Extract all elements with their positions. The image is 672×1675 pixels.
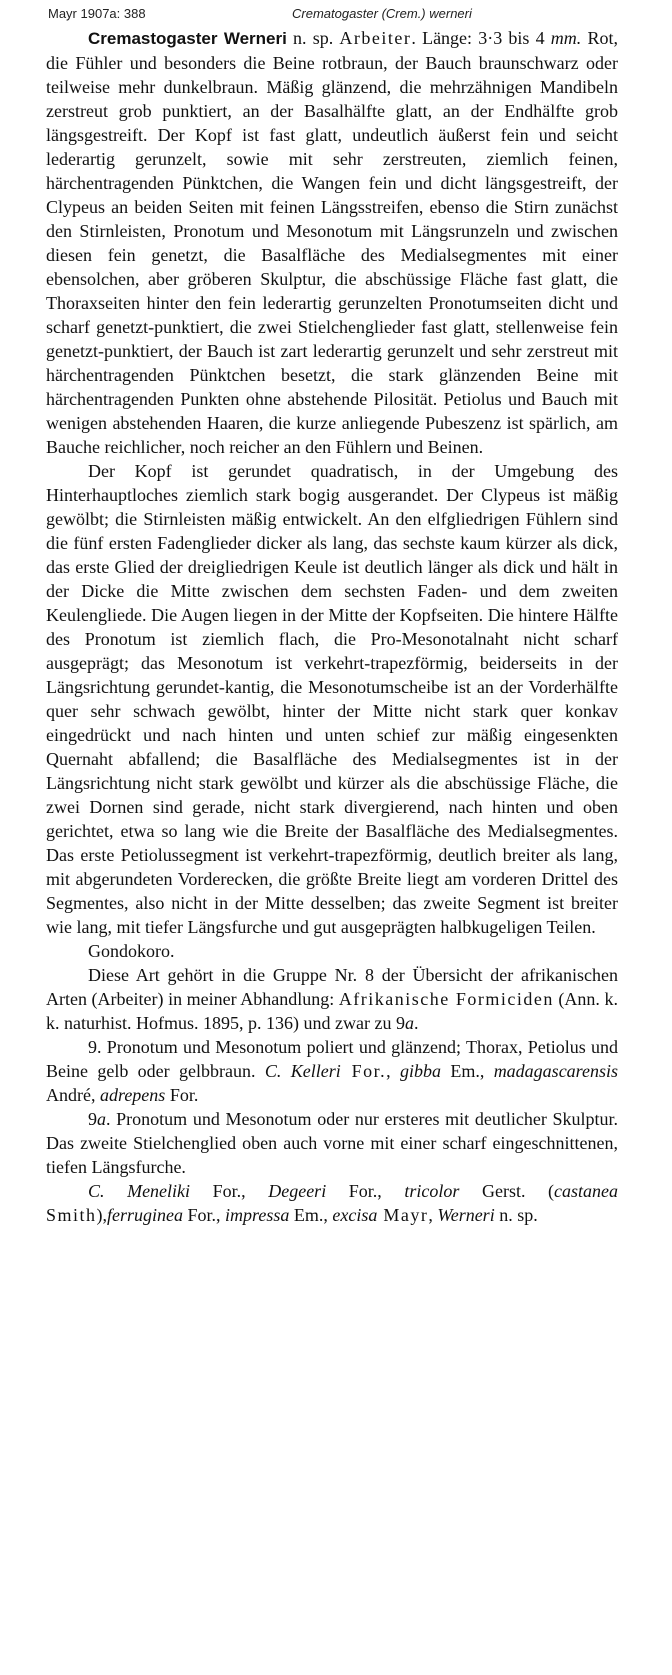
new-species-label: n. sp. (286, 28, 340, 48)
author-name: For. (190, 1181, 242, 1201)
author-name: Smith (46, 1205, 97, 1225)
couplet-letter: a (97, 1109, 106, 1129)
separator: , (386, 1061, 400, 1081)
couplet-9a-text: . Pronotum und Mesonotum oder nur ersteres mit deutlicher Skulptur. Das zweite Stielchenglied oben auch vorne mit einer scharf eingeschnittenen, tiefen Längsfurche. (46, 1109, 618, 1177)
couplet-9-text: 9. Pronotum und Mesonotum poliert und glänzend; Thorax, Petiolus und Beine gelb oder gelbbraun. (46, 1037, 618, 1081)
unit-label: mm. (550, 28, 582, 48)
species-list (46, 1179, 618, 1227)
species-name: tricolor (404, 1181, 460, 1201)
separator: , (90, 1085, 100, 1105)
key-couplet-9a (46, 1107, 618, 1179)
key-intro-text-b: (Ann. k. k. naturhist. Hofmus. 1895, p. 136) und zwar zu 9 (46, 989, 618, 1033)
author-name: For. (183, 1205, 217, 1225)
author-name: Em. (440, 1061, 480, 1081)
author-name: For. (340, 1061, 387, 1081)
species-name: C. Kelleri (264, 1061, 341, 1081)
author-name: For. (165, 1085, 199, 1105)
species-name: ferruginea (107, 1205, 184, 1225)
cited-work-title: Afrikanische Formiciden (338, 989, 554, 1009)
species-name: gibba (399, 1061, 441, 1081)
separator: , (323, 1205, 333, 1225)
separator: ( (525, 1181, 555, 1201)
couplet-number: 9 (88, 1109, 97, 1129)
separator: , (216, 1205, 226, 1225)
locality-line: Gondokoro. (88, 941, 175, 961)
page-header (48, 6, 608, 24)
species-name: adrepens (99, 1085, 166, 1105)
description-text-b: Rot, die Fühler und besonders die Beine rotbraun, der Bauch braunschwarz oder teilweise mehr dunkelbraun. Mäßig glänzend, die mehrzähnigen Mandibeln zerstreut grob punktiert, an der Basalhälfte glatt, an der Endhälfte grob längsgestreift. Der Kopf ist fast glatt, undeutlich äußerst fein und seicht lederartig gerunzelt, sowie mit sehr zerstreuten, ziemlich feinen, härchentragenden Pünktchen, die Wangen fein und dicht längsgestreift, der Clypeus an beiden Seiten mit feinen Längsstreifen, ebenso die Stirn zunächst den Stirnleisten, Pronotum und Mesonotum mit Längsrunzeln und zwischen diesen fein genetzt, die Basalfläche des Medialsegmentes mit einer ebensolchen, aber gröberen Skulptur, die abschüssige Fläche fast glatt, die Thoraxseiten hinter den fein lederartig gerunzelten Pronotumseiten dicht und scharf genetzt-punktiert, die zwei Stielchenglieder fast glatt, stellenweise fein genetzt-punktiert, der Bauch ist zart lederartig gerunzelt und sehr zerstreut mit härchentragenden Pünktchen besetzt, die stark glänzenden Beine mit härchentragenden Punkten ohne abstehende Pilosität. Petiolus und Bauch mit wenigen abstehenden Haaren, die kurze anliegende Pubeszenz ist spärlich, am Bauche reichlicher, noch reicher an den Fühlern und Beinen. (46, 28, 618, 457)
morphology-paragraph: Der Kopf ist gerundet quadratisch, in der Umgebung des Hinterhauptloches ziemlich stark bogig ausgerandet. Der Clypeus ist mäßig gewölbt; die Stirnleisten mäßig entwickelt. An den elfgliedrigen Fühlern sind die fünf ersten Fadenglieder dicker als lang, das sechste kaum kürzer als dick, das erste Glied der dreigliedrigen Keule ist deutlich länger als dick und hält in der Dicke die Mitte zwischen dem sechsten Faden- und dem zweiten Keulengliede. Die Augen liegen in der Mitte der Kopfseiten. Die hintere Hälfte des Pronotum ist ziemlich flach, die Pro-Mesonotalnaht nicht scharf ausgeprägt; das Mesonotum ist verkehrt-trapezförmig, beiderseits in der Längsrichtung gerundet-kantig, die Mesonotumscheibe ist an der Vorderhälfte quer sehr schwach gewölbt, hinter der Mitte nicht stark quer konkav eingedrückt und nach hinten und unten schief zur mäßig eingesenkten Quernaht abfallend; die Basalfläche des Medialsegmentes ist in der Längsrichtung nicht stark gewölbt und kürzer als die abschüssige Fläche, die zwei Dornen sind gerade, nicht stark divergierend, nach hinten und oben gerichtet, etwa so lang wie die Breite der Basalfläche des Medialsegmentes. Das erste Petiolussegment ist verkehrt-trapezförmig, deutlich breiter als lang, mit abgerundeten Vorderecken, die größte Breite liegt am vorderen Drittel des Segmentes, also nicht in der Mitte desselben; das zweite Segment ist breiter wie lang, mit tiefer Längsfurche und gut ausgeprägten halbkugeligen Teilen. (46, 461, 618, 937)
key-intro-text-c: . (413, 1013, 419, 1033)
species-name: madagascarensis (493, 1061, 619, 1081)
description-paragraph (46, 26, 618, 459)
author-name: Mayr (377, 1205, 429, 1225)
author-name: André (46, 1085, 91, 1105)
species-name: impressa (225, 1205, 290, 1225)
new-species-label: n. sp. (494, 1205, 538, 1225)
citation-reference: Mayr 1907a: 388 (48, 6, 146, 21)
species-name: excisa (332, 1205, 378, 1225)
author-name: Em. (289, 1205, 324, 1225)
key-intro-text-a: Diese Art gehört in die Gruppe Nr. 8 der Übersicht der afrikanischen Arten (Arbeiter) in meiner Abhandlung: (46, 965, 618, 1009)
key-intro-paragraph (46, 963, 618, 1035)
key-couplet-9 (46, 1035, 618, 1107)
separator: , (241, 1181, 269, 1201)
description-text-a: . Länge: 3·3 bis 4 (411, 28, 551, 48)
article-body (46, 26, 618, 1227)
caste-label: Arbeiter (339, 28, 412, 48)
species-name: Degeeri (268, 1181, 327, 1201)
taxon-name: Crematogaster (Crem.) werneri (292, 6, 472, 21)
author-name: Gerst. (459, 1181, 526, 1201)
separator: , (377, 1181, 405, 1201)
species-name: Werneri (437, 1205, 495, 1225)
species-name: C. Meneliki (88, 1181, 191, 1201)
separator: , (428, 1205, 438, 1225)
species-name: castanea (554, 1181, 619, 1201)
couplet-letter: a (404, 1013, 414, 1033)
author-name: For. (326, 1181, 378, 1201)
separator: , (479, 1061, 494, 1081)
species-heading: Cremastogaster Werneri (88, 29, 287, 48)
separator: ), (96, 1205, 108, 1225)
